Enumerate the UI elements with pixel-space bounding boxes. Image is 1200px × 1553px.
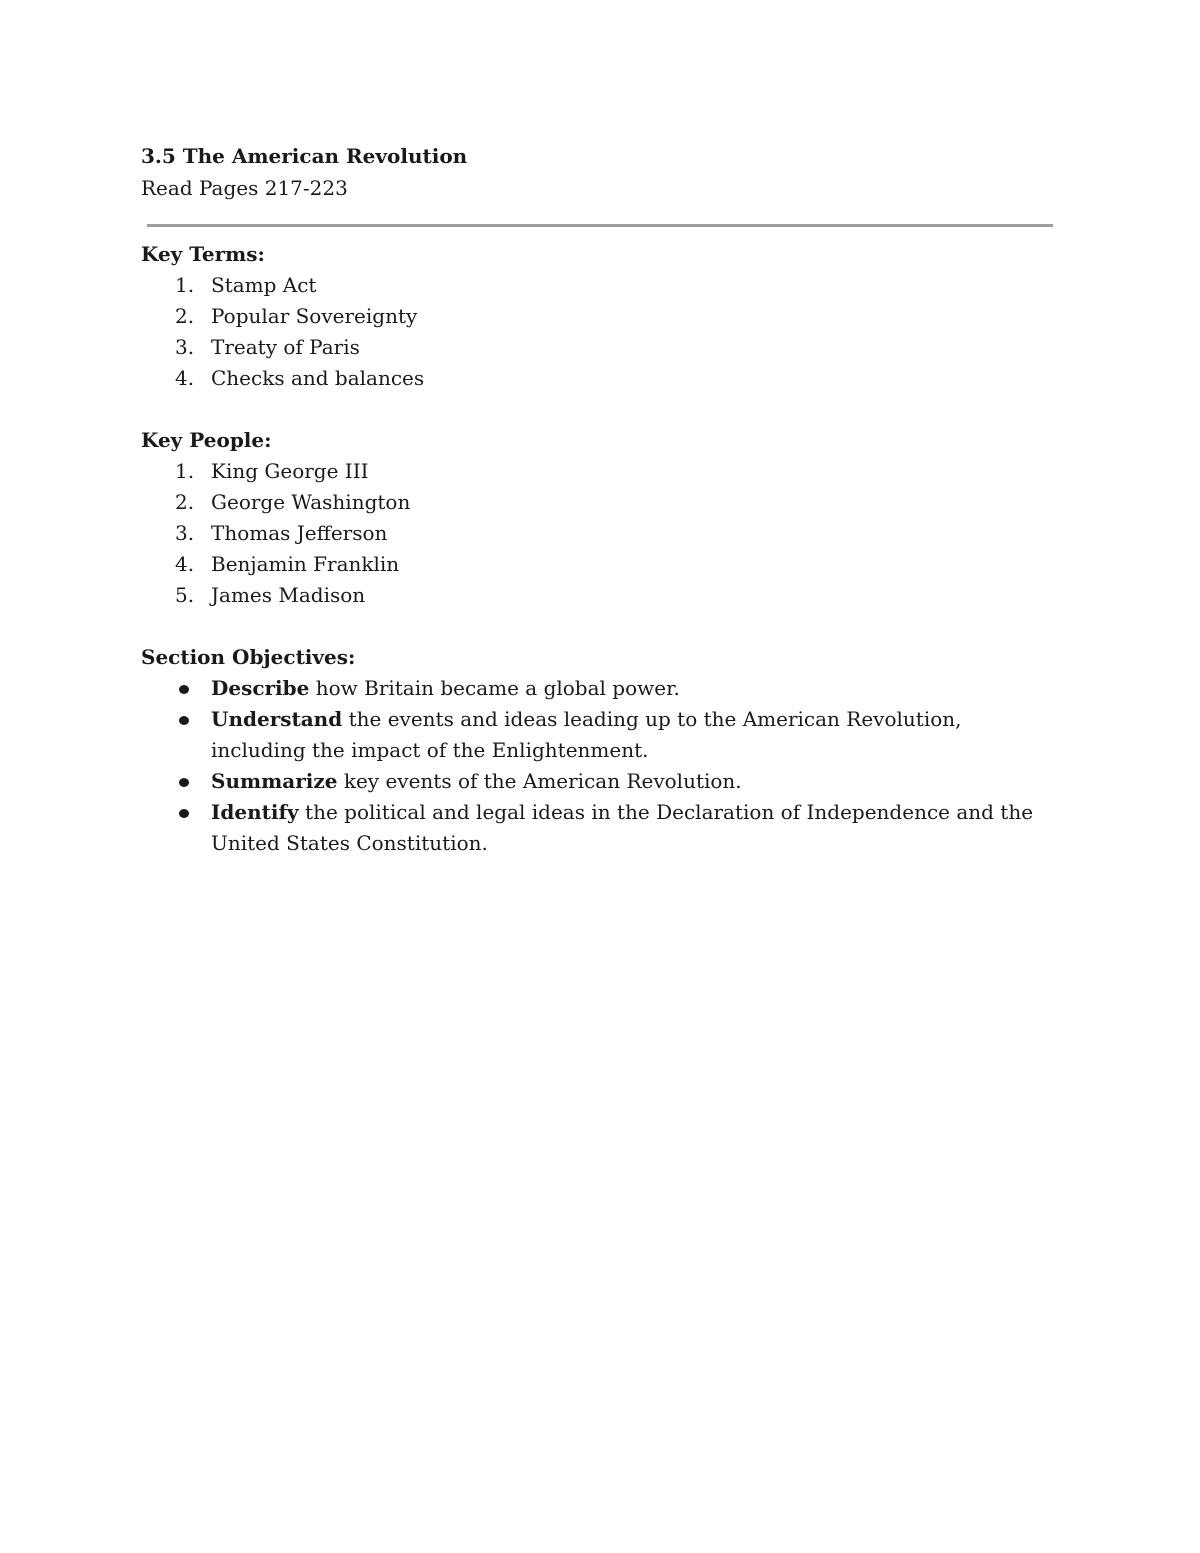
objective-verb: Identify	[211, 800, 299, 824]
list-item-text: James Madison	[211, 583, 366, 607]
list-number: 1.	[175, 273, 195, 297]
bullet-icon	[179, 778, 189, 787]
key-people-heading: Key People:	[141, 428, 272, 452]
list-item	[141, 332, 1056, 363]
list-number: 2.	[175, 490, 195, 514]
document-title: 3.5 The American Revolution	[141, 144, 468, 168]
list-item	[141, 518, 1056, 549]
list-item-text: George Washington	[211, 490, 411, 514]
list-item-text: Treaty of Paris	[211, 335, 360, 359]
list-number: 3.	[175, 335, 195, 359]
key-people-list	[141, 456, 1056, 611]
list-item-text: Checks and balances	[211, 366, 425, 390]
key-terms-list	[141, 270, 1056, 394]
section-objectives-heading: Section Objectives:	[141, 645, 356, 669]
objective-verb: Describe	[211, 676, 310, 700]
list-item-text: Stamp Act	[211, 273, 317, 297]
list-number: 2.	[175, 304, 195, 328]
list-number: 4.	[175, 552, 195, 576]
list-item	[141, 270, 1056, 301]
horizontal-divider	[147, 224, 1053, 227]
bullet-icon	[179, 716, 189, 725]
objective-verb: Understand	[211, 707, 343, 731]
list-item	[141, 797, 1056, 859]
list-item	[141, 704, 1056, 766]
objective-text: the political and legal ideas in the Declaration of Independence and the United States Constitution.	[211, 800, 1034, 855]
list-item-text: Popular Sovereignty	[211, 304, 418, 328]
document-body	[141, 140, 1056, 859]
key-terms-heading: Key Terms:	[141, 242, 265, 266]
objective-verb: Summarize	[211, 769, 338, 793]
section-objectives-list	[141, 673, 1056, 859]
list-number: 3.	[175, 521, 195, 545]
list-item-text: Benjamin Franklin	[211, 552, 400, 576]
list-item	[141, 673, 1056, 704]
section-spacer	[141, 611, 1056, 642]
list-item	[141, 363, 1056, 394]
list-number: 1.	[175, 459, 195, 483]
list-item	[141, 456, 1056, 487]
section-spacer	[141, 394, 1056, 425]
list-item	[141, 766, 1056, 797]
list-item	[141, 580, 1056, 611]
list-item	[141, 487, 1056, 518]
list-item	[141, 301, 1056, 332]
list-number: 5.	[175, 583, 195, 607]
objective-text: how Britain became a global power.	[309, 676, 680, 700]
objective-text: key events of the American Revolution.	[337, 769, 742, 793]
bullet-icon	[179, 685, 189, 694]
list-item-text: King George III	[211, 459, 369, 483]
list-item	[141, 549, 1056, 580]
list-number: 4.	[175, 366, 195, 390]
objective-text: the events and ideas leading up to the American Revolution, including the impact of the Enlightenment.	[211, 707, 962, 762]
reading-assignment: Read Pages 217-223	[141, 176, 348, 200]
bullet-icon	[179, 809, 189, 818]
list-item-text: Thomas Jefferson	[211, 521, 388, 545]
